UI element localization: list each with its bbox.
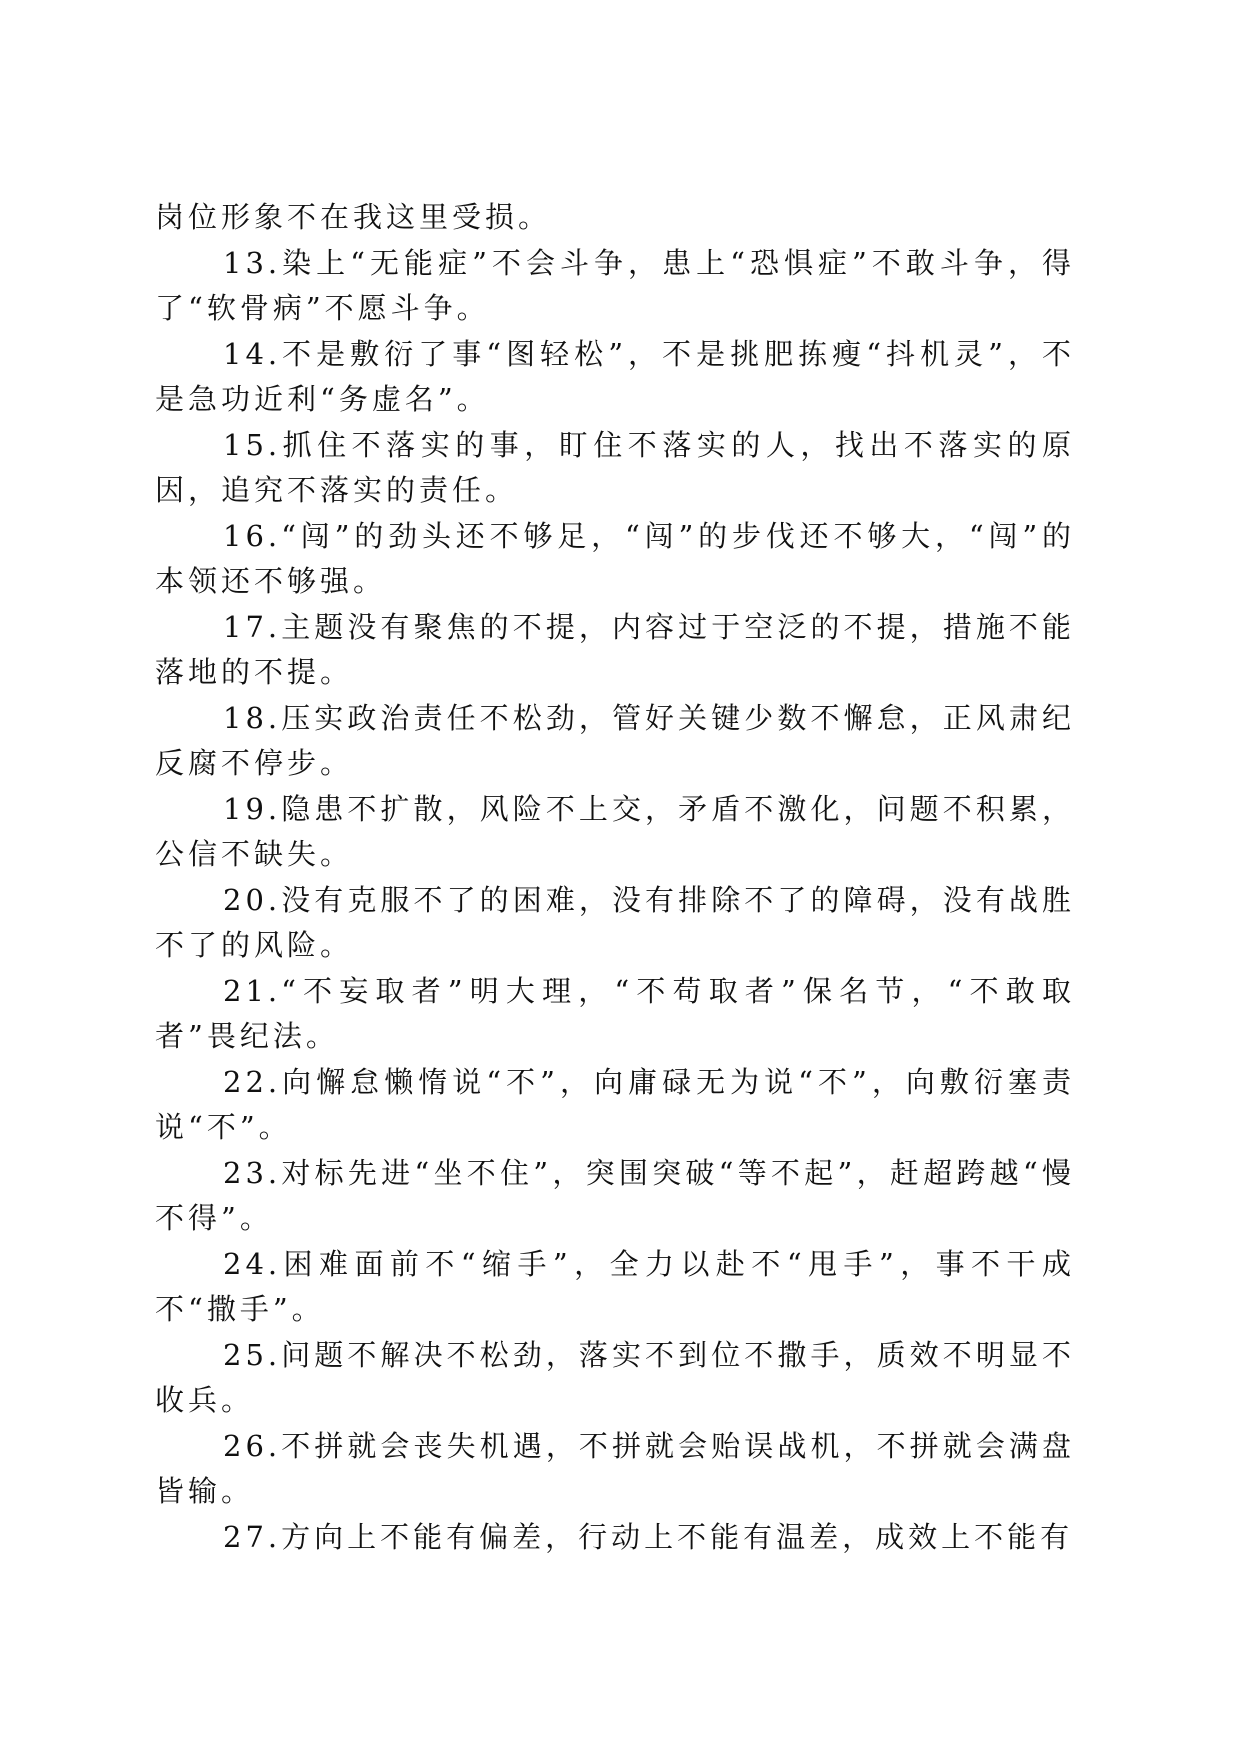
list-item-16: 16.“闯”的劲头还不够足，“闯”的步伐还不够大，“闯”的本领还不够强。	[155, 518, 1075, 598]
list-item-26: 26.不拼就会丧失机遇，不拼就会贻误战机，不拼就会满盘皆输。	[155, 1428, 1075, 1508]
list-item-21: 21.“不妄取者”明大理，“不苟取者”保名节，“不敢取者”畏纪法。	[155, 973, 1075, 1053]
list-item-18: 18.压实政治责任不松劲，管好关键少数不懈怠，正风肃纪反腐不停步。	[155, 700, 1075, 780]
list-item-23: 23.对标先进“坐不住”，突围突破“等不起”，赶超跨越“慢不得”。	[155, 1155, 1075, 1235]
list-item-20: 20.没有克服不了的困难，没有排除不了的障碍，没有战胜不了的风险。	[155, 882, 1075, 962]
list-item-14: 14.不是敷衍了事“图轻松”，不是挑肥拣瘦“抖机灵”，不是急功近利“务虚名”。	[155, 336, 1075, 416]
list-item-13: 13.染上“无能症”不会斗争，患上“恐惧症”不敢斗争，得了“软骨病”不愿斗争。	[155, 245, 1075, 325]
document-page	[155, 195, 1075, 1560]
continuation-paragraph: 岗位形象不在我这里受损。	[155, 200, 552, 234]
list-item-25: 25.问题不解决不松劲，落实不到位不撒手，质效不明显不收兵。	[155, 1337, 1075, 1417]
list-item-22: 22.向懈怠懒惰说“不”，向庸碌无为说“不”，向敷衍塞责说“不”。	[155, 1064, 1075, 1144]
list-item-17: 17.主题没有聚焦的不提，内容过于空泛的不提，措施不能落地的不提。	[155, 609, 1075, 689]
list-item-24: 24.困难面前不“缩手”，全力以赴不“甩手”，事不干成不“撒手”。	[155, 1246, 1075, 1326]
list-item-15: 15.抓住不落实的事，盯住不落实的人，找出不落实的原因，追究不落实的责任。	[155, 427, 1075, 507]
list-item-19: 19.隐患不扩散，风险不上交，矛盾不激化，问题不积累，公信不缺失。	[155, 791, 1075, 871]
list-item-27: 27.方向上不能有偏差，行动上不能有温差，成效上不能有	[223, 1519, 1074, 1554]
